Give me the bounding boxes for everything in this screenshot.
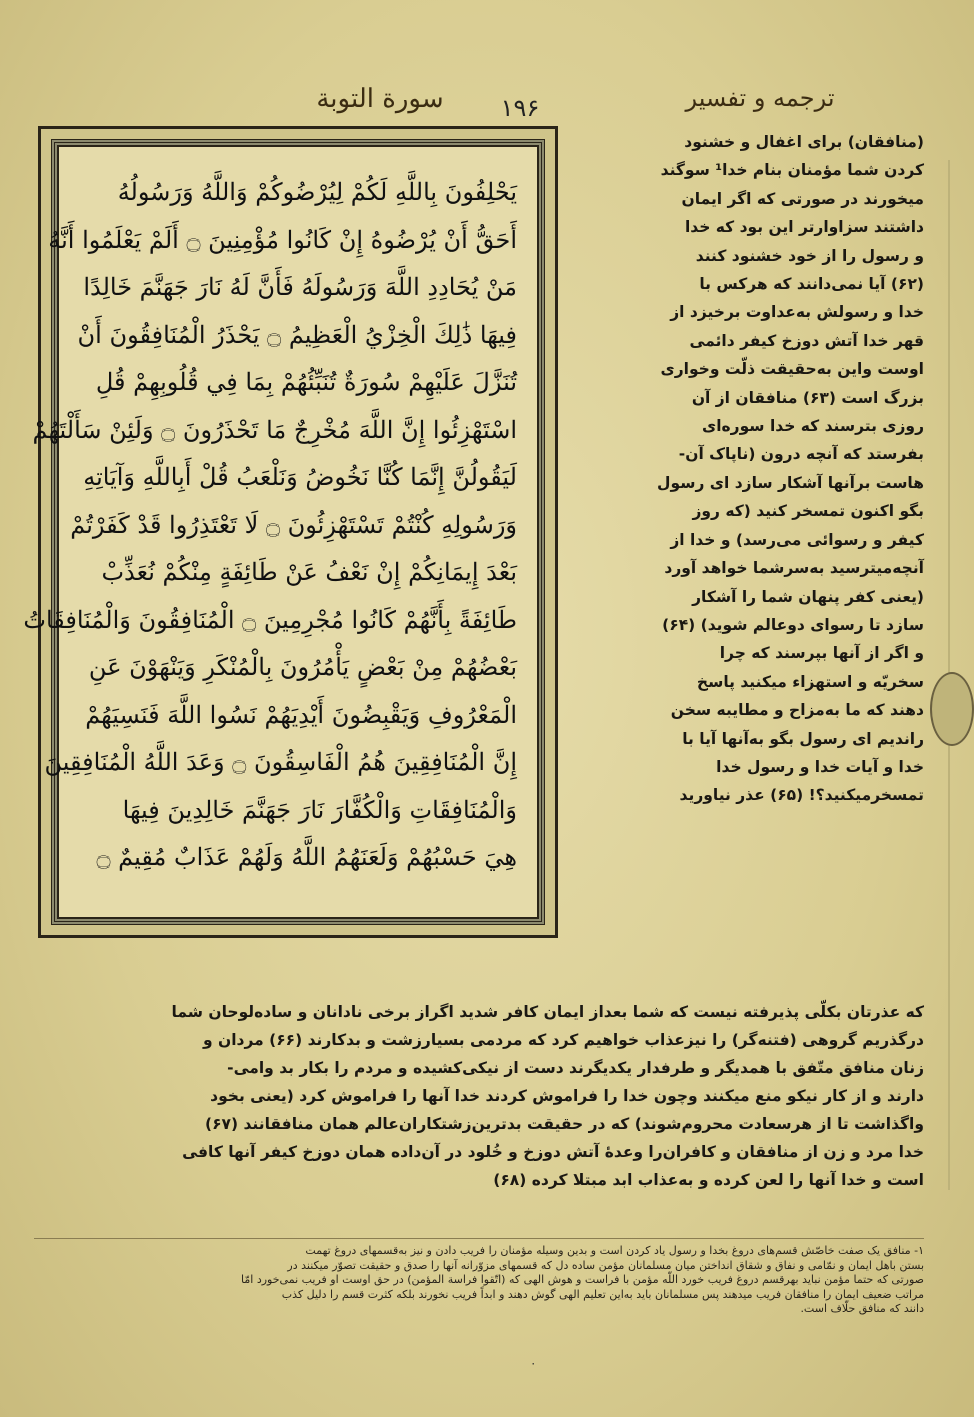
translation-line: است و خدا آنها را لعن کرده و به‌عذاب ابد مبتلا کرده (۶۸)	[493, 1171, 924, 1189]
footnote-line: بستن باهل ایمان و نمّامی و نفاق و شقاق انداختن میان مسلمانان مؤمن ساده دل که قسمهای مزوّرانه آنها را صدق و حقیقت تصوّر میکنند در	[287, 1258, 924, 1272]
surah-title: سورة التوبة	[316, 84, 444, 114]
arabic-line: فِيهَا ذَٰلِكَ الْخِزْيُ الْعَظِيمُ ۝ يَحْذَرُ الْمُنَافِقُونَ أَنْ	[77, 320, 517, 349]
page-number: ۱۹۶	[500, 94, 540, 122]
translation-line: بزرگ است (۶۳) منافقان از آن	[691, 388, 924, 407]
arabic-line: وَرَسُولِهِ كُنْتُمْ تَسْتَهْزِئُونَ ۝ لَا تَعْتَذِرُوا قَدْ كَفَرْتُمْ	[70, 510, 517, 539]
translation-column	[572, 128, 924, 810]
page-mark: ٠	[530, 1356, 537, 1370]
translation-line: (منافقان) برای اغفال و خشنود	[684, 133, 924, 151]
translation-line: قهر خدا آتش دوزخ کیفر دائمی	[689, 331, 924, 350]
page-header	[0, 78, 974, 128]
translation-line: دارند و از کار نیکو منع میکنند وچون خدا را فراموش کردند خدا آنها را فراموش کرد (یعنی بخود	[210, 1087, 924, 1105]
translation-line: واگذاشت تا از هرسعادت محروم‌شوند) که در حقیقت بدترین‌زشتکاران‌عالم همان منافقانند (۶۷)	[204, 1115, 924, 1133]
translation-line: هاست برآنها آشکار سازد ای رسول	[657, 473, 924, 492]
translation-line: خدا و رسولش به‌عداوت برخیزد از	[670, 303, 924, 322]
translation-line: بفرستد که آنچه درون (ناپاک آن-	[678, 445, 924, 464]
translation-line: کیفر و رسوائی می‌رسد) و خدا از	[670, 530, 924, 549]
translation-line: (یعنی کفر پنهان شما را آشکار	[692, 587, 924, 606]
arabic-line: تُنَزَّلَ عَلَيْهِمْ سُورَةٌ تُنَبِّئُهُمْ بِمَا فِي قُلُوبِهِمْ قُلِ	[95, 368, 517, 396]
translation-line: دهند که ما به‌مزاح و مطایبه سخن	[670, 701, 924, 720]
translation-line: میخورند در صورتی که اگر ایمان	[681, 189, 924, 208]
translation-line: کردن شما مؤمنان بنام خدا¹ سوگند	[660, 161, 924, 180]
translation-line: بگو اکنون تمسخر کنید (که روز	[692, 502, 924, 521]
translation-line: خدا مرد و زن از منافقان و کافران‌را وعدهٔ آتش دوزخ و خُلود در آن‌داده همان دوزخ کیفر آنها کافی	[182, 1143, 924, 1161]
arabic-line: اسْتَهْزِئُوا إِنَّ اللَّهَ مُخْرِجٌ مَا تَحْذَرُونَ ۝ وَلَئِنْ سَأَلْتَهُمْ	[32, 415, 517, 444]
footnote-line: صورتی که حتما مؤمن نباید بهرقسم دروغ فریب خورد اللّه مؤمن با فراست و هوش الهی که (اتّقوا فراسة المؤمن) در حق اوست او فریب نمی‌خورد امّا	[241, 1273, 924, 1287]
translation-line: تمسخرمیکنید؟! (۶۵) عذر نیاورید	[679, 786, 924, 805]
footnote-line: ۱- منافق یک صفت خاصّش قسم‌های دروغ بخدا و رسول یاد کردن است و بدین وسیله مؤمنان را فریب دادن و نیز به‌قسمهای دروغ تهمت	[305, 1244, 924, 1257]
arabic-line: هِيَ حَسْبُهُمْ وَلَعَنَهُمُ اللَّهُ وَلَهُمْ عَذَابٌ مُقِيمٌ ۝	[96, 843, 517, 871]
arabic-line: مَنْ يُحَادِدِ اللَّهَ وَرَسُولَهُ فَأَنَّ لَهُ نَارَ جَهَنَّمَ خَالِدًا	[83, 273, 517, 301]
translation-line: و اگر از آنها بپرسند که چرا	[719, 644, 924, 663]
translation-line: درگذریم گروهی (فتنه‌گر) را نیزعذاب خواهیم کرد که مردمی بسیارزشت و بدکارند (۶۶) مردان و	[202, 1031, 924, 1049]
book-title: ترجمه و تفسير	[685, 84, 835, 112]
translation-line: و رسول را از خود خشنود کنند	[695, 246, 924, 265]
translation-line: (۶۲) آیا نمی‌دانند که هرکس با	[699, 275, 924, 294]
arabic-line: وَالْمُنَافِقَاتِ وَالْكُفَّارَ نَارَ جَهَنَّمَ خَالِدِينَ فِيهَا	[122, 795, 517, 824]
translation-full-width	[34, 998, 924, 1194]
translation-line: خدا و آیات خدا و رسول خدا	[716, 757, 924, 776]
quran-text-frame	[23, 126, 558, 938]
translation-line: زنان منافق متّفق با همدیگر و طرفدار یکدیگرند دست از نیکی‌کشیده و مردم را بکار بد وامی-	[227, 1059, 924, 1077]
translation-line: آنچه‌میترسید به‌سرشما خواهد آورد	[664, 559, 924, 578]
arabic-line: بَعْضُهُمْ مِنْ بَعْضٍ يَأْمُرُونَ بِالْمُنْكَرِ وَيَنْهَوْنَ عَنِ	[88, 653, 517, 681]
arabic-text-block	[23, 169, 517, 897]
translation-line: راندیم ای رسول بگو به‌آنها آیا با	[682, 729, 924, 748]
footnote-line: دانند که منافق حلّاف است.	[800, 1302, 924, 1316]
margin-ornament-medallion	[930, 672, 974, 746]
footnote-divider	[34, 1238, 924, 1239]
translation-line: داشتند سزاوارتر این بود که خدا	[684, 218, 924, 237]
translation-line: روزی بترسند که خدا سوره‌ای	[702, 417, 924, 436]
arabic-line: إِنَّ الْمُنَافِقِينَ هُمُ الْفَاسِقُونَ ۝ وَعَدَ اللَّهُ الْمُنَافِقِينَ	[44, 748, 517, 776]
footnotes	[34, 1244, 924, 1317]
arabic-line: لَيَقُولُنَّ إِنَّمَا كُنَّا نَخُوضُ وَنَلْعَبُ قُلْ أَبِاللَّهِ وَآيَاتِهِ	[83, 463, 517, 491]
arabic-line: الْمَعْرُوفِ وَيَقْبِضُونَ أَيْدِيَهُمْ نَسُوا اللَّهَ فَنَسِيَهُمْ	[85, 700, 517, 729]
translation-line: سازد تا رسوای دوعالم شوید) (۶۴)	[662, 615, 924, 634]
arabic-line: طَائِفَةً بِأَنَّهُمْ كَانُوا مُجْرِمِينَ ۝ الْمُنَافِقُونَ وَالْمُنَافِقَاتُ	[23, 605, 517, 634]
arabic-line: بَعْدَ إِيمَانِكُمْ إِنْ نَعْفُ عَنْ طَائِفَةٍ مِنْكُمْ نُعَذِّبْ	[101, 558, 517, 586]
arabic-line: أَحَقُّ أَنْ يُرْضُوهُ إِنْ كَانُوا مُؤْمِنِينَ ۝ أَلَمْ يَعْلَمُوا أَنَّهُ	[48, 225, 517, 254]
frame-inner-panel	[23, 145, 539, 919]
translation-line: اوست واین به‌حقیقت ذلّت وخواری	[660, 360, 924, 379]
arabic-line: يَحْلِفُونَ بِاللَّهِ لَكُمْ لِيُرْضُوكُمْ وَاللَّهُ وَرَسُولُهُ	[117, 178, 517, 206]
translation-line: سخریّه و استهزاء میکنید پاسخ	[696, 672, 924, 691]
translation-line: که عذرتان بکلّی پذیرفته نیست که شما بعداز ایمان کافر شدید اگراز برخی نادانان و ساده‌لوحان شما	[171, 1003, 924, 1021]
footnote-line: مراتب ضعیف ایمان را منافقان فریب میدهند پس مسلمانان باید به‌این تعلیم الهی گوش دهند و ابداً فریب نخورند بلکه کثرت قسم را دلیل کذب	[281, 1287, 924, 1301]
